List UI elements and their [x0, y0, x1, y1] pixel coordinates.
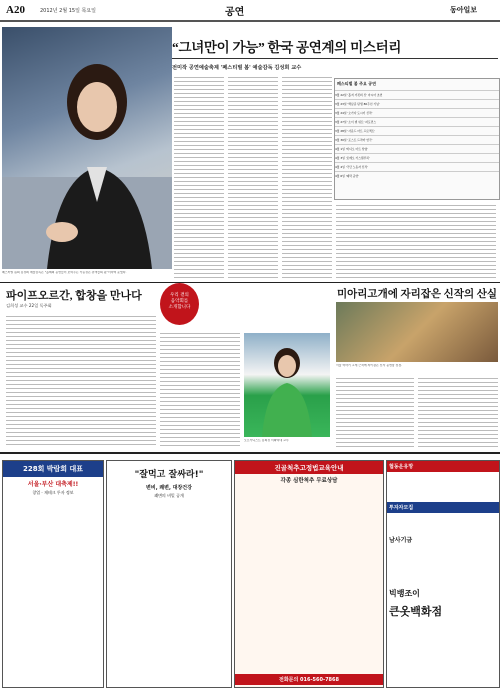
badge-line: 소개합니다 — [168, 305, 191, 310]
feature-headline: “그녀만이 가능” 한국 공연계의 미스터리 — [172, 40, 402, 55]
theater-photo — [336, 302, 498, 362]
schedule-row: 4월 3일 '로메오 카스텔루치' — [335, 153, 499, 162]
feature-body-col1 — [174, 74, 224, 279]
ads-divider — [0, 452, 500, 454]
story2-body — [6, 313, 156, 448]
classified-ad-1: 협동운유망 — [387, 461, 499, 472]
organist-photo — [244, 333, 330, 437]
schedule-row: 4월 4일 '극단 노동자 신작' — [335, 162, 499, 171]
feature-body-col4 — [336, 202, 496, 278]
feature-subhead: 전미작 공연예술축제 '페스티벌 봄' 예술감독 김성희 교수 — [172, 65, 302, 71]
classified-ad-3: 남사기금 — [389, 537, 413, 544]
health-ad-desc: 쾌변의 비밀 공개 — [154, 493, 184, 498]
schedule-row: 4월 6일 '폐막 공연' — [335, 171, 499, 180]
classified-ad-5: 큰옷백화점 — [389, 605, 443, 618]
portrait-illustration — [2, 27, 172, 269]
feature-photo — [2, 27, 172, 269]
spine-ad-title: 진골척추고정법교육안내 — [235, 461, 383, 474]
schedule-row: 3월 23일 '백남준 탄생 80주년 기념' — [335, 99, 499, 108]
festival-schedule-table — [334, 78, 500, 200]
section-divider — [0, 282, 500, 283]
organist-caption: 오르가니스트 김희성 이화여대 교수 — [244, 439, 289, 442]
concert-badge — [160, 283, 199, 325]
schedule-row: 3월 24일 '오카다 도시키 신작' — [335, 108, 499, 117]
feature-body-col3 — [282, 74, 332, 279]
story3-body-col2 — [418, 375, 498, 450]
feature-photo-caption: 페스티벌 봄의 김성희 예술감독은 "올해의 공연들이 보여주는 가능성은 관객들의 몫"이라며 웃었다. — [2, 271, 127, 274]
section-title: 공연 — [225, 7, 245, 18]
story2-body-col2 — [160, 330, 240, 448]
story3-title: 미아리고개에 자리잡은 신작의 산실 — [337, 289, 498, 300]
spine-ad-sub: 각종 심한척추 무료상담 — [280, 478, 338, 484]
paper-logo: 동아일보 — [450, 6, 478, 14]
health-ad-title: "잘먹고 잘싸라!" — [134, 470, 204, 480]
health-ad — [106, 460, 232, 688]
theater-caption: 서울 미아리 고개 근처에 자리잡은 신작 공연장 전경. — [336, 364, 402, 367]
schedule-row: 3월 22일 '홀저 거짓의 신' 아시아 초연 — [335, 90, 499, 99]
expo-ad-desc: 창업 · 재테크 투자 정보 — [32, 490, 74, 495]
expo-ad-sub: 서울·부산 대축제!! — [27, 481, 79, 488]
organist-illustration — [244, 333, 330, 437]
headline-rule — [172, 58, 498, 59]
story2-title: 파이프오르간, 합창을 만나다 — [6, 290, 142, 302]
classified-ads — [386, 460, 500, 688]
expo-ad — [2, 460, 104, 688]
story2-subtitle: 김희성 교수 22일 독주회 — [6, 303, 52, 308]
schedule-row: 3월 28일 '사운드 아트 프로젝트' — [335, 126, 499, 135]
schedule-table-title: 페스티벌 봄 주요 공연 — [337, 81, 376, 86]
schedule-row: 4월 1일 '비디오 아트 상영' — [335, 144, 499, 153]
health-ad-sub: 변비, 쾌변, 대장건강 — [146, 485, 192, 491]
page-number: A20 — [6, 4, 25, 16]
ads-area — [0, 456, 500, 691]
issue-date: 2012년 2월 15일 목요일 — [40, 8, 97, 14]
expo-ad-title: 228회 박람회 대표 — [3, 461, 103, 477]
schedule-rows — [335, 90, 499, 180]
story3-body-col1 — [336, 375, 414, 450]
schedule-row: 3월 30일 '포스트 드라마 연극' — [335, 135, 499, 144]
feature-body-col2 — [228, 74, 278, 279]
badge-line: 음악회를 — [170, 299, 189, 304]
classified-ad-4: 빅뱅조이 — [389, 589, 420, 598]
badge-line: 우리 곁의 — [170, 293, 189, 298]
schedule-row: 3월 27일 '소이 텐 위트' 퍼포먼스 — [335, 117, 499, 126]
page-header — [0, 0, 500, 22]
spine-ad-phone: 전화문의 016-560-7868 — [235, 674, 383, 685]
spine-ad — [234, 460, 384, 688]
classified-ad-2: 투자자모집 — [387, 502, 499, 513]
